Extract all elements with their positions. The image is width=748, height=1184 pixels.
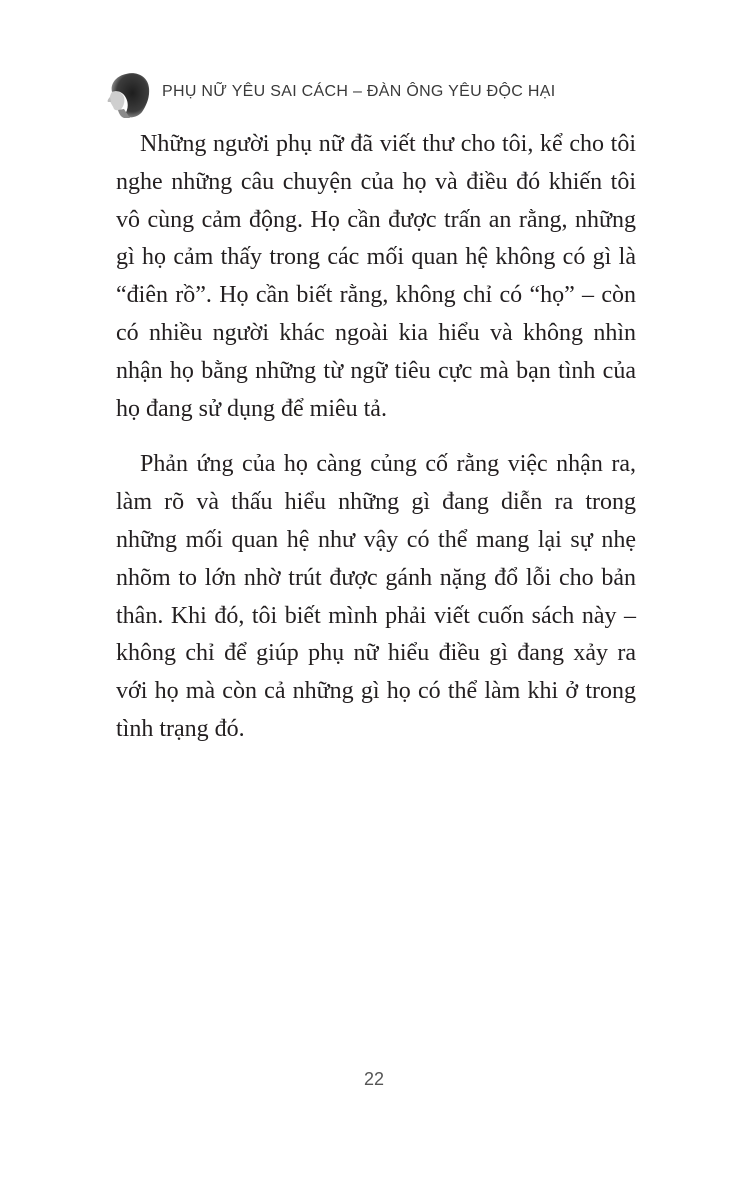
running-header <box>104 70 704 120</box>
paragraph: Những người phụ nữ đã viết thư cho tôi, kể cho tôi nghe những câu chuyện của họ và điều đó khiến tôi vô cùng cảm động. Họ cần được trấn an rằng, những gì họ cảm thấy trong các mối quan hệ không có gì là “điên rồ”. Họ cần biết rằng, không chỉ có “họ” – còn có nhiều người khác ngoài kia hiểu và không nhìn nhận họ bằng những từ ngữ tiêu cực mà bạn tình của họ đang sử dụng để miêu tả. <box>116 131 636 422</box>
paragraph: Phản ứng của họ càng củng cố rằng việc nhận ra, làm rõ và thấu hiểu những gì đang diễn ra trong những mối quan hệ như vậy có thể mang lại sự nhẹ nhõm to lớn nhờ trút được gánh nặng đổ lỗi cho bản thân. Khi đó, tôi biết mình phải viết cuốn sách này – không chỉ để giúp phụ nữ hiểu điều gì đang xảy ra với họ mà còn cả những gì họ có thể làm khi ở trong tình trạng đó. <box>116 451 636 742</box>
body-text <box>116 126 636 749</box>
running-title: PHỤ NỮ YÊU SAI CÁCH – ĐÀN ÔNG YÊU ĐỘC HẠI <box>162 83 556 100</box>
page-number: 22 <box>363 1069 385 1089</box>
woman-silhouette-icon <box>104 70 154 120</box>
